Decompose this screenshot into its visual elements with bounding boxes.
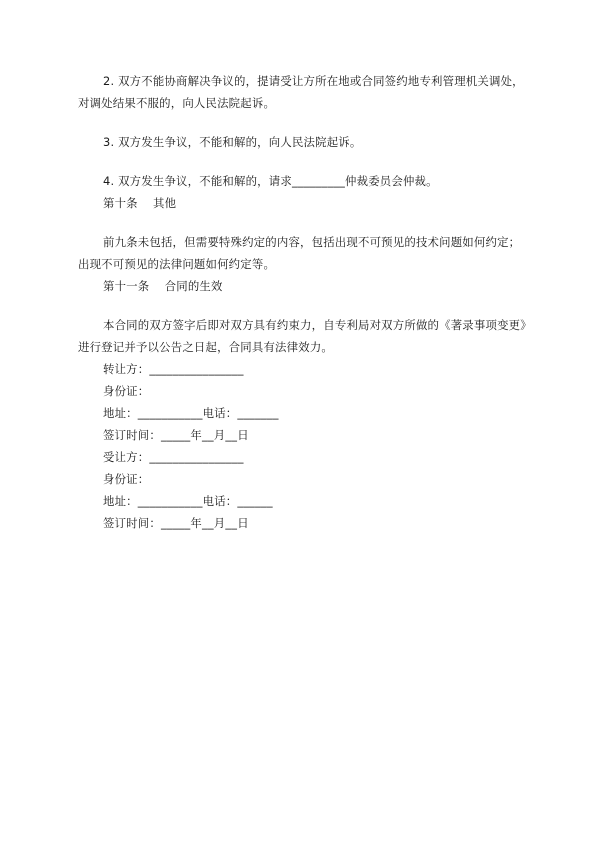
- article-11-body: 本合同的双方签字后即对双方具有约束力，自专利局对双方所做的《著录事项变更》进行登记并予以公告之日起，合同具有法律效力。: [78, 318, 527, 354]
- clause-item-2: 2. 双方不能协商解决争议的，提请受让方所在地或合同签约地专利管理机关调处，对调处结果不服的，向人民法院起诉。: [78, 74, 524, 110]
- transferor-address-line: 地址：___________电话：_______: [103, 406, 279, 420]
- transferee-party-line: 受让方：________________: [103, 450, 244, 464]
- article-11-heading: 第十一条 合同的生效: [103, 279, 223, 293]
- article-10-heading: 第十条 其他: [103, 196, 177, 210]
- transferee-id-line: 身份证：: [103, 472, 150, 486]
- clause-item-4: 4. 双方发生争议，不能和解的，请求_________仲裁委员会仲裁。: [103, 174, 438, 188]
- article-10-body: 前九条未包括，但需要特殊约定的内容，包括出现不可预见的技术问题如何约定；出现不可预见的法律问题如何约定等。: [78, 235, 521, 271]
- transferor-id-line: 身份证：: [103, 384, 150, 398]
- document-page: [78, 70, 530, 534]
- transferor-date-line: 签订时间：_____年__月__日: [103, 428, 249, 442]
- transferee-date-line: 签订时间：_____年__月__日: [103, 516, 249, 530]
- clause-item-3: 3. 双方发生争议，不能和解的，向人民法院起诉。: [103, 135, 362, 149]
- transferee-address-line: 地址：___________电话：______: [103, 494, 273, 508]
- transferor-party-line: 转让方：________________: [103, 362, 244, 376]
